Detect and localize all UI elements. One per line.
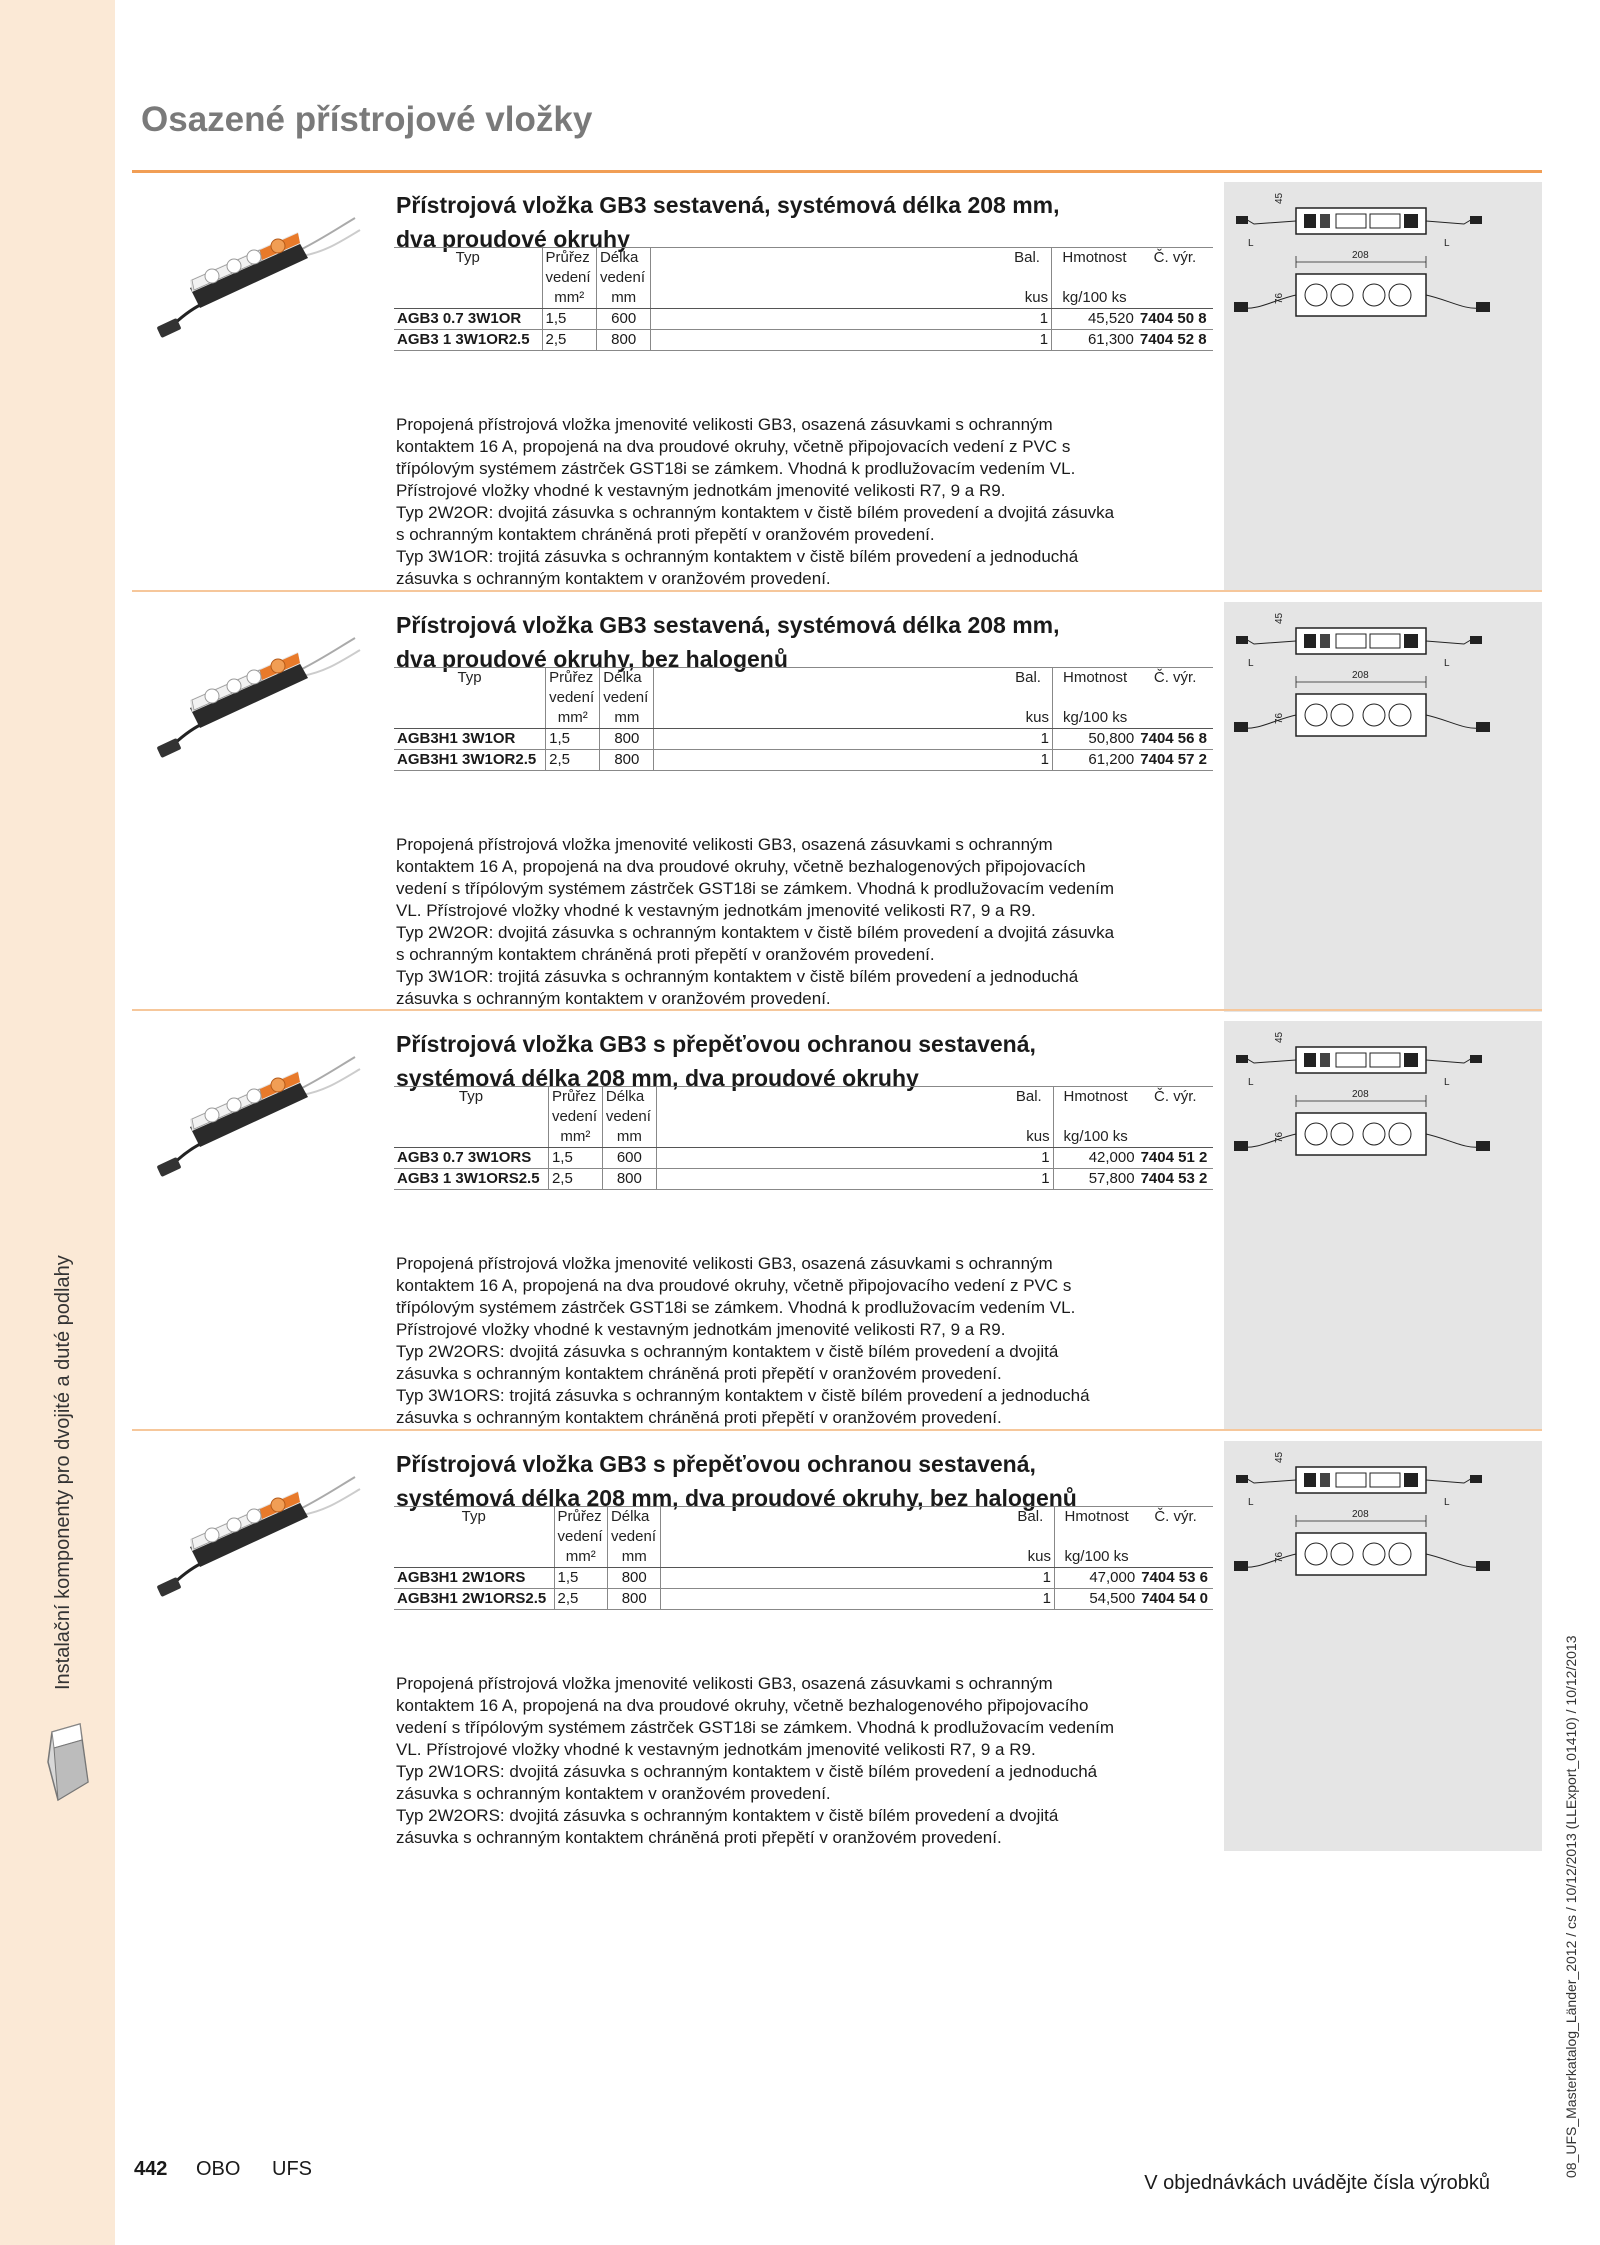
section-title-line1: Přístrojová vložka GB3 sestavená, systémová délka 208 mm, — [396, 612, 1060, 638]
product-table — [394, 247, 1213, 351]
section-description — [396, 414, 1216, 590]
col-delka: Délka — [607, 1507, 660, 1528]
product-section — [0, 178, 1600, 608]
product-table — [394, 1086, 1213, 1190]
section-title-line2: dva proudové okruhy — [396, 226, 630, 252]
cell-cislo: 7404 54 0 — [1138, 1589, 1213, 1610]
col-hmotnost: Hmotnost — [1054, 1507, 1138, 1528]
col-bal: Bal. — [1004, 668, 1052, 689]
cell-delka: 600 — [596, 309, 650, 330]
description-line: vedení s třípólovým systémem zástrček GST18i se zámkem. Vhodná k prodlužovacím vedením — [396, 879, 1115, 898]
dimension-drawing — [1224, 182, 1542, 592]
unit-hmotnost: kg/100 ks — [1052, 288, 1137, 309]
col-hmotnost: Hmotnost — [1052, 668, 1137, 689]
description-line: vedení s třípólovým systémem zástrček GST18i se zámkem. Vhodná k prodlužovacím vedením — [396, 1718, 1115, 1737]
description-line: Typ 3W1ORS: trojitá zásuvka s ochranným kontaktem v čistě bílém provedení a jednoduchá — [396, 1386, 1090, 1405]
description-line: zásuvka s ochranným kontaktem chráněná proti přepětí v oranžovém provedení. — [396, 1408, 1002, 1427]
col-bal: Bal. — [1003, 248, 1052, 269]
section-divider — [132, 1429, 1542, 1431]
footer-segment: UFS — [272, 2158, 312, 2180]
description-line: třípólovým systémem zástrček GST18i se zámkem. Vhodná k prodlužovacím vedením VL. — [396, 459, 1076, 478]
description-line: Typ 2W2OR: dvojitá zásuvka s ochranným kontaktem v čistě bílém provedení a dvojitá zásuvka — [396, 923, 1115, 942]
description-line: Propojená přístrojová vložka jmenovité velikosti GB3, osazená zásuvkami s ochranným — [396, 1674, 1053, 1693]
footer-brand: OBO — [196, 2158, 241, 2180]
section-divider — [132, 1009, 1542, 1011]
cell-hmotnost: 47,000 — [1054, 1568, 1138, 1589]
col-delka-2: vedení — [596, 268, 650, 288]
table-row — [394, 1568, 1213, 1589]
table-unit-row — [394, 708, 1213, 729]
col-delka-2: vedení — [602, 1107, 656, 1127]
cell-cislo: 7404 51 2 — [1138, 1148, 1213, 1169]
table-row — [394, 1148, 1213, 1169]
cell-cislo: 7404 57 2 — [1137, 750, 1213, 771]
description-line: zásuvka s ochranným kontaktem chráněná proti přepětí v oranžovém provedení. — [396, 1828, 1002, 1847]
cell-typ: AGB3 1 3W1OR2.5 — [394, 330, 542, 351]
dim-l-label-right: L — [1444, 658, 1450, 669]
dim-width-label: 208 — [1352, 250, 1369, 261]
section-divider — [132, 170, 1542, 173]
dim-height-label: 45 — [1274, 612, 1285, 624]
table-row — [394, 1169, 1213, 1190]
cell-prurez: 1,5 — [554, 1568, 607, 1589]
section-title-line2: systémová délka 208 mm, dva proudové okruhy — [396, 1065, 919, 1091]
cell-spacer — [654, 750, 1004, 771]
dim-l-label-left: L — [1248, 1497, 1254, 1508]
cell-bal: 1 — [1004, 750, 1052, 771]
col-cislo: Č. výr. — [1138, 1507, 1213, 1528]
dim-height-label: 45 — [1274, 192, 1285, 204]
cell-typ: AGB3H1 2W1ORS — [394, 1568, 554, 1589]
table-header-row — [394, 1507, 1213, 1528]
description-line: Přístrojové vložky vhodné k vestavným jednotkám jmenovité velikosti R7, 9 a R9. — [396, 1320, 1006, 1339]
col-prurez: Průřez — [548, 1087, 602, 1108]
unit-prurez: mm² — [548, 1127, 602, 1148]
unit-delka: mm — [607, 1547, 660, 1568]
col-prurez-2: vedení — [546, 688, 600, 708]
section-title-line2: dva proudové okruhy, bez halogenů — [396, 646, 788, 672]
dim-depth-label: 76 — [1274, 1131, 1285, 1143]
cell-hmotnost: 50,800 — [1052, 729, 1137, 750]
section-title — [396, 1447, 1196, 1515]
cell-bal: 1 — [1004, 729, 1052, 750]
unit-delka: mm — [600, 708, 654, 729]
cell-delka: 600 — [602, 1148, 656, 1169]
page-number: 442 — [134, 2158, 168, 2180]
cell-spacer — [661, 1589, 1007, 1610]
description-line: Propojená přístrojová vložka jmenovité velikosti GB3, osazená zásuvkami s ochranným — [396, 1254, 1053, 1273]
section-description — [396, 1673, 1216, 1849]
cell-delka: 800 — [607, 1589, 660, 1610]
description-line: kontaktem 16 A, propojená na dva proudové okruhy, včetně bezhalogenového připojovacího — [396, 1696, 1089, 1715]
table-unit-row — [394, 288, 1213, 309]
product-photo — [150, 200, 372, 350]
description-line: s ochranným kontaktem chráněná proti přepětí v oranžovém provedení. — [396, 525, 935, 544]
dim-height-label: 45 — [1274, 1031, 1285, 1043]
cell-bal: 1 — [1005, 1148, 1053, 1169]
dim-height-label: 45 — [1274, 1451, 1285, 1463]
dim-l-label-left: L — [1248, 238, 1254, 249]
description-line: třípólovým systémem zástrček GST18i se zámkem. Vhodná k prodlužovacím vedením VL. — [396, 1298, 1076, 1317]
table-row — [394, 729, 1213, 750]
cell-prurez: 1,5 — [542, 309, 596, 330]
vertical-export-info: 08_UFS_Masterkatalog_Länder_2012 / cs / 10/12/2013 (LLExport_01410) / 10/12/2013 — [1563, 1635, 1579, 2178]
cell-hmotnost: 57,800 — [1053, 1169, 1137, 1190]
col-cislo: Č. výr. — [1138, 1087, 1213, 1108]
description-line: Typ 2W1ORS: dvojitá zásuvka s ochranným kontaktem v čistě bílém provedení a jednoduchá — [396, 1762, 1098, 1781]
cell-spacer — [651, 330, 1003, 351]
cell-delka: 800 — [596, 330, 650, 351]
col-prurez-2: vedení — [548, 1107, 602, 1127]
dimension-drawing — [1224, 1441, 1542, 1851]
dim-l-label-right: L — [1444, 1497, 1450, 1508]
dim-l-label-left: L — [1248, 658, 1254, 669]
col-delka: Délka — [600, 668, 654, 689]
cell-hmotnost: 61,300 — [1052, 330, 1137, 351]
dimension-drawing — [1224, 602, 1542, 1012]
section-title-line1: Přístrojová vložka GB3 s přepěťovou ochranou sestavená, — [396, 1031, 1036, 1057]
col-delka: Délka — [602, 1087, 656, 1108]
description-line: zásuvka s ochranným kontaktem v oranžovém provedení. — [396, 569, 831, 588]
unit-prurez: mm² — [554, 1547, 607, 1568]
description-line: zásuvka s ochranným kontaktem v oranžovém provedení. — [396, 989, 831, 1008]
cell-delka: 800 — [600, 729, 654, 750]
cell-hmotnost: 45,520 — [1052, 309, 1137, 330]
cell-typ: AGB3 0.7 3W1ORS — [394, 1148, 548, 1169]
description-line: VL. Přístrojové vložky vhodné k vestavným jednotkám jmenovité velikosti R7, 9 a R9. — [396, 1740, 1036, 1759]
description-line: kontaktem 16 A, propojená na dva proudové okruhy, včetně připojovacích vedení z PVC s — [396, 437, 1071, 456]
section-divider — [132, 590, 1542, 592]
dim-depth-label: 76 — [1274, 292, 1285, 304]
description-line: Propojená přístrojová vložka jmenovité velikosti GB3, osazená zásuvkami s ochranným — [396, 835, 1053, 854]
cell-delka: 800 — [607, 1568, 660, 1589]
col-typ: Typ — [394, 668, 546, 689]
unit-hmotnost: kg/100 ks — [1054, 1547, 1138, 1568]
cell-cislo: 7404 53 6 — [1138, 1568, 1213, 1589]
description-line: Typ 2W2ORS: dvojitá zásuvka s ochranným kontaktem v čistě bílém provedení a dvojitá — [396, 1806, 1059, 1825]
cell-typ: AGB3H1 2W1ORS2.5 — [394, 1589, 554, 1610]
section-title — [396, 608, 1196, 676]
unit-delka: mm — [602, 1127, 656, 1148]
footer-order-note: V objednávkách uvádějte čísla výrobků — [1144, 2172, 1490, 2194]
description-line: Typ 3W1OR: trojitá zásuvka s ochranným kontaktem v čistě bílém provedení a jednoduchá — [396, 967, 1079, 986]
col-cislo: Č. výr. — [1137, 248, 1213, 269]
cell-spacer — [656, 1169, 1005, 1190]
col-typ: Typ — [394, 1087, 548, 1108]
dim-width-label: 208 — [1352, 1089, 1369, 1100]
product-section — [0, 1017, 1600, 1447]
description-line: kontaktem 16 A, propojená na dva proudové okruhy, včetně bezhalogenových připojovacích — [396, 857, 1086, 876]
table-header-row — [394, 668, 1213, 689]
cell-delka: 800 — [602, 1169, 656, 1190]
unit-bal: kus — [1003, 288, 1052, 309]
dim-width-label: 208 — [1352, 1509, 1369, 1520]
section-title — [396, 188, 1196, 256]
cell-bal: 1 — [1003, 309, 1052, 330]
cell-typ: AGB3H1 3W1OR2.5 — [394, 750, 546, 771]
cell-spacer — [651, 309, 1003, 330]
cell-prurez: 2,5 — [554, 1589, 607, 1610]
col-prurez-2: vedení — [554, 1527, 607, 1547]
cell-typ: AGB3H1 3W1OR — [394, 729, 546, 750]
table-unit-row — [394, 1127, 1213, 1148]
cell-hmotnost: 42,000 — [1053, 1148, 1137, 1169]
section-title-line1: Přístrojová vložka GB3 s přepěťovou ochranou sestavená, — [396, 1451, 1036, 1477]
cell-cislo: 7404 53 2 — [1138, 1169, 1213, 1190]
cell-cislo: 7404 50 8 — [1137, 309, 1213, 330]
description-line: VL. Přístrojové vložky vhodné k vestavným jednotkám jmenovité velikosti R7, 9 a R9. — [396, 901, 1036, 920]
cell-typ: AGB3 1 3W1ORS2.5 — [394, 1169, 548, 1190]
description-line: s ochranným kontaktem chráněná proti přepětí v oranžovém provedení. — [396, 945, 935, 964]
unit-prurez: mm² — [546, 708, 600, 729]
col-bal: Bal. — [1005, 1087, 1053, 1108]
cell-bal: 1 — [1007, 1568, 1055, 1589]
description-line: Typ 3W1OR: trojitá zásuvka s ochranným kontaktem v čistě bílém provedení a jednoduchá — [396, 547, 1079, 566]
col-cislo: Č. výr. — [1137, 668, 1213, 689]
description-line: kontaktem 16 A, propojená na dva proudové okruhy, včetně připojovacího vedení z PVC s — [396, 1276, 1072, 1295]
unit-delka: mm — [596, 288, 650, 309]
unit-bal: kus — [1007, 1547, 1055, 1568]
cell-hmotnost: 54,500 — [1054, 1589, 1138, 1610]
col-typ: Typ — [394, 248, 542, 269]
dim-l-label-right: L — [1444, 1077, 1450, 1088]
cell-cislo: 7404 52 8 — [1137, 330, 1213, 351]
table-row — [394, 330, 1213, 351]
section-title-line1: Přístrojová vložka GB3 sestavená, systémová délka 208 mm, — [396, 192, 1060, 218]
table-row — [394, 750, 1213, 771]
dim-depth-label: 76 — [1274, 712, 1285, 724]
product-section — [0, 1437, 1600, 1867]
cell-prurez: 1,5 — [548, 1148, 602, 1169]
product-photo — [150, 1459, 372, 1609]
dim-width-label: 208 — [1352, 670, 1369, 681]
cell-cislo: 7404 56 8 — [1137, 729, 1213, 750]
table-row — [394, 309, 1213, 330]
cell-spacer — [654, 729, 1004, 750]
dim-l-label-right: L — [1444, 238, 1450, 249]
col-delka: Délka — [596, 248, 650, 269]
col-hmotnost: Hmotnost — [1052, 248, 1137, 269]
cell-bal: 1 — [1005, 1169, 1053, 1190]
section-title-line2: systémová délka 208 mm, dva proudové okruhy, bez halogenů — [396, 1485, 1077, 1511]
sidebar-text: Instalační komponenty pro dvojité a duté podlahy — [52, 1255, 74, 1690]
unit-hmotnost: kg/100 ks — [1052, 708, 1137, 729]
cell-prurez: 1,5 — [546, 729, 600, 750]
cell-prurez: 2,5 — [548, 1169, 602, 1190]
col-prurez: Průřez — [542, 248, 596, 269]
page-title: Osazené přístrojové vložky — [141, 100, 593, 139]
product-section — [0, 598, 1600, 1028]
unit-bal: kus — [1005, 1127, 1053, 1148]
table-header-row — [394, 248, 1213, 269]
description-line: Typ 2W2OR: dvojitá zásuvka s ochranným kontaktem v čistě bílém provedení a dvojitá zásuvka — [396, 503, 1115, 522]
description-line: Přístrojové vložky vhodné k vestavným jednotkám jmenovité velikosti R7, 9 a R9. — [396, 481, 1006, 500]
product-table — [394, 667, 1213, 771]
dim-l-label-left: L — [1248, 1077, 1254, 1088]
col-prurez-2: vedení — [542, 268, 596, 288]
cell-bal: 1 — [1003, 330, 1052, 351]
col-bal: Bal. — [1007, 1507, 1055, 1528]
table-row — [394, 1589, 1213, 1610]
cell-hmotnost: 61,200 — [1052, 750, 1137, 771]
table-unit-row — [394, 1547, 1213, 1568]
section-title — [396, 1027, 1196, 1095]
description-line: Typ 2W2ORS: dvojitá zásuvka s ochranným kontaktem v čistě bílém provedení a dvojitá — [396, 1342, 1059, 1361]
cell-typ: AGB3 0.7 3W1OR — [394, 309, 542, 330]
description-line: zásuvka s ochranným kontaktem v oranžovém provedení. — [396, 1784, 831, 1803]
dimension-drawing — [1224, 1021, 1542, 1431]
product-photo — [150, 620, 372, 770]
cell-prurez: 2,5 — [542, 330, 596, 351]
section-description — [396, 834, 1216, 1010]
col-prurez: Průřez — [554, 1507, 607, 1528]
description-line: zásuvka s ochranným kontaktem chráněná proti přepětí v oranžovém provedení. — [396, 1364, 1002, 1383]
cell-delka: 800 — [600, 750, 654, 771]
col-delka-2: vedení — [600, 688, 654, 708]
col-prurez: Průřez — [546, 668, 600, 689]
product-table — [394, 1506, 1213, 1610]
cell-bal: 1 — [1007, 1589, 1055, 1610]
product-photo — [150, 1039, 372, 1189]
table-header-row — [394, 1087, 1213, 1108]
unit-bal: kus — [1004, 708, 1052, 729]
cell-prurez: 2,5 — [546, 750, 600, 771]
unit-prurez: mm² — [542, 288, 596, 309]
unit-hmotnost: kg/100 ks — [1053, 1127, 1137, 1148]
col-delka-2: vedení — [607, 1527, 660, 1547]
cell-spacer — [656, 1148, 1005, 1169]
dim-depth-label: 76 — [1274, 1551, 1285, 1563]
col-hmotnost: Hmotnost — [1053, 1087, 1137, 1108]
section-description — [396, 1253, 1216, 1429]
description-line: Propojená přístrojová vložka jmenovité velikosti GB3, osazená zásuvkami s ochranným — [396, 415, 1053, 434]
cell-spacer — [661, 1568, 1007, 1589]
col-typ: Typ — [394, 1507, 554, 1528]
